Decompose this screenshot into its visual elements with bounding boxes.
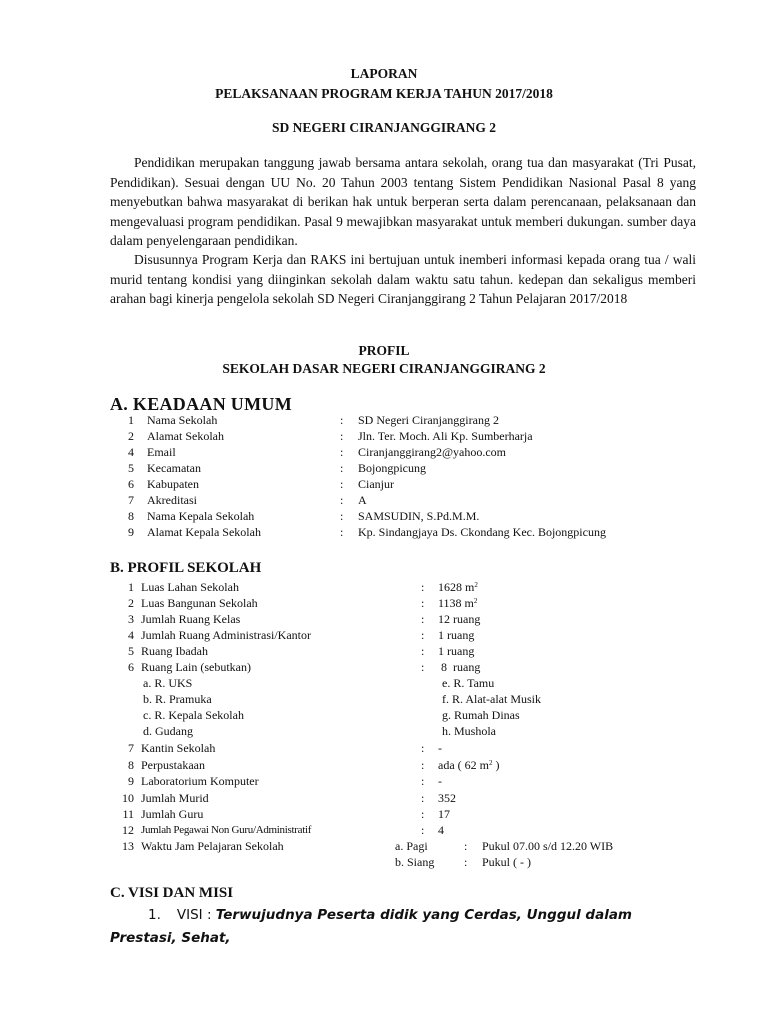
row-colon: : bbox=[421, 612, 425, 626]
row-label: Kecamatan bbox=[147, 461, 201, 475]
sub-room-right: f. R. Alat-alat Musik bbox=[442, 692, 541, 706]
row-number: 5 bbox=[128, 461, 134, 475]
row-colon: : bbox=[421, 660, 425, 674]
row-label: Jumlah Ruang Administrasi/Kantor bbox=[141, 628, 311, 642]
row-value: 1628 $m^2$ bbox=[438, 580, 478, 594]
row-colon: : bbox=[421, 823, 425, 837]
table-row bbox=[0, 508, 768, 524]
row-label: Email bbox=[147, 445, 176, 459]
row-number: 2 bbox=[128, 596, 134, 610]
row-label: Jumlah Murid bbox=[141, 791, 209, 805]
row-label: Akreditasi bbox=[147, 493, 197, 507]
row-colon: : bbox=[340, 429, 344, 443]
row-number: 8 bbox=[128, 758, 134, 772]
row-number: 9 bbox=[128, 525, 134, 539]
row-label: Ruang Lain (sebutkan) bbox=[141, 660, 251, 674]
row-label: Perpustakaan bbox=[141, 758, 205, 772]
schedule-pagi-colon: : bbox=[464, 839, 468, 853]
row-colon: : bbox=[340, 445, 344, 459]
row-value: 1138 $m^2$ bbox=[438, 596, 478, 610]
row-value: Jln. Ter. Moch. Ali Kp. Sumberharja bbox=[358, 429, 533, 443]
row-number: 1 bbox=[128, 580, 134, 594]
row-number: 11 bbox=[122, 807, 134, 821]
profil-subtitle: SEKOLAH DASAR NEGERI CIRANJANGGIRANG 2 bbox=[222, 361, 546, 376]
table-row bbox=[0, 659, 768, 675]
row-value: 352 bbox=[438, 791, 456, 805]
table-row bbox=[0, 524, 768, 540]
row-value: Kp. Sindangjaya Ds. Ckondang Kec. Bojongpicung bbox=[358, 525, 606, 539]
table-row bbox=[0, 595, 768, 611]
row-number: 7 bbox=[128, 493, 134, 507]
row-number: 8 bbox=[128, 509, 134, 523]
schedule-siang-value: Pukul ( - ) bbox=[482, 855, 531, 869]
row-value: 4 bbox=[438, 823, 444, 837]
list-item bbox=[0, 723, 768, 739]
row-value: SAMSUDIN, S.Pd.M.M. bbox=[358, 509, 480, 523]
row-label: Nama Kepala Sekolah bbox=[147, 509, 255, 523]
sub-room-left: d. Gudang bbox=[143, 724, 193, 738]
row-colon: : bbox=[340, 525, 344, 539]
row-label: Laboratorium Komputer bbox=[141, 774, 259, 788]
table-row bbox=[0, 757, 768, 773]
section-b-heading: B. PROFIL SEKOLAH bbox=[110, 560, 262, 576]
list-item bbox=[0, 675, 768, 691]
row-label: Ruang Ibadah bbox=[141, 644, 208, 658]
report-subtitle: PELAKSANAAN PROGRAM KERJA TAHUN 2017/2018 bbox=[215, 86, 553, 101]
table-row bbox=[0, 740, 768, 756]
row-colon: : bbox=[421, 791, 425, 805]
table-row bbox=[0, 790, 768, 806]
row-label: Nama Sekolah bbox=[147, 413, 218, 427]
table-row bbox=[0, 854, 768, 870]
sub-room-right: g. Rumah Dinas bbox=[442, 708, 520, 722]
table-row bbox=[0, 773, 768, 789]
row-number: 12 bbox=[122, 823, 134, 837]
row-value: 8 ruang bbox=[438, 660, 481, 674]
school-title: SD NEGERI CIRANJANGGIRANG 2 bbox=[272, 120, 496, 135]
table-row bbox=[0, 611, 768, 627]
row-colon: : bbox=[421, 758, 425, 772]
visi-label: VISI : bbox=[176, 907, 216, 923]
row-number: 5 bbox=[128, 644, 134, 658]
row-label: Kabupaten bbox=[147, 477, 199, 491]
row-number: 1 bbox=[128, 413, 134, 427]
row-number: 10 bbox=[122, 791, 134, 805]
profil-title: PROFIL bbox=[358, 343, 410, 358]
row-label: Alamat Kepala Sekolah bbox=[147, 525, 261, 539]
row-value: - bbox=[438, 741, 442, 755]
row-value: 1 ruang bbox=[438, 628, 475, 642]
table-row bbox=[0, 476, 768, 492]
row-label: Luas Lahan Sekolah bbox=[141, 580, 239, 594]
row-number: 2 bbox=[128, 429, 134, 443]
row-colon: : bbox=[421, 596, 425, 610]
row-colon: : bbox=[421, 741, 425, 755]
row-colon: : bbox=[421, 580, 425, 594]
row-label: Alamat Sekolah bbox=[147, 429, 224, 443]
row-number: 7 bbox=[128, 741, 134, 755]
row-value: Ciranjanggirang2@yahoo.com bbox=[358, 445, 507, 459]
row-colon: : bbox=[340, 413, 344, 427]
row-colon: : bbox=[421, 628, 425, 642]
row-number: 6 bbox=[128, 477, 134, 491]
row-colon: : bbox=[340, 461, 344, 475]
intro-paragraph-1: Pendidikan merupakan tanggung jawab bersama antara sekolah, orang tua dan masyarakat (Tri Pusat, Pendidikan). Sesuai dengan UU No. 20 Tahun 2003 tentang Sistem Pendidikan Nasional Pasal 8 yang menyebutkan bahwa masyarakat di berikan hak untuk berperan serta dalam perencanaan, pelaksanaan dan mengevaluasi program pendidikan. Pasal 9 mewajibkan masyarakat untuk memberi dukungan. sumber daya dalam penyelengaraan pendidikan. bbox=[110, 155, 696, 249]
row-colon: : bbox=[340, 509, 344, 523]
schedule-pagi-value: Pukul 07.00 s/d 12.20 WIB bbox=[482, 839, 614, 853]
sub-room-left: b. R. Pramuka bbox=[143, 692, 212, 706]
row-label: Luas Bangunan Sekolah bbox=[141, 596, 258, 610]
table-row bbox=[0, 627, 768, 643]
sub-room-right: h. Mushola bbox=[442, 724, 496, 738]
row-number: 4 bbox=[128, 628, 134, 642]
table-row bbox=[0, 460, 768, 476]
visi-number: 1. bbox=[148, 907, 161, 923]
row-value: 12 ruang bbox=[438, 612, 481, 626]
table-row bbox=[0, 643, 768, 659]
row-colon: : bbox=[340, 477, 344, 491]
sub-room-right: e. R. Tamu bbox=[442, 676, 495, 690]
table-row bbox=[0, 492, 768, 508]
row-value: ada ( 62 $m^2$ ) bbox=[438, 758, 500, 772]
table-row bbox=[0, 822, 768, 838]
row-number: 6 bbox=[128, 660, 134, 674]
schedule-siang-label: b. Siang bbox=[395, 855, 435, 869]
row-value: - bbox=[438, 774, 442, 788]
row-colon: : bbox=[421, 774, 425, 788]
row-number: 3 bbox=[128, 612, 134, 626]
intro-paragraph-2: Disusunnya Program Kerja dan RAKS ini bertujuan untuk inemberi informasi kepada orang tua / wali murid tentang kondisi yang diinginkan sekolah dalam waktu satu tahun. kedepan dan sekaligus memberi arahan bagi kinerja pengelola sekolah SD Negeri Ciranjanggirang 2 Tahun Pelajaran 2017/2018 bbox=[110, 252, 696, 307]
row-colon: : bbox=[340, 493, 344, 507]
row-label: Jumlah Ruang Kelas bbox=[141, 612, 241, 626]
table-row bbox=[0, 579, 768, 595]
section-c-heading: C. VISI DAN MISI bbox=[110, 885, 234, 901]
table-row bbox=[0, 428, 768, 444]
row-value: 17 bbox=[438, 807, 450, 821]
row-value: SD Negeri Ciranjanggirang 2 bbox=[358, 413, 499, 427]
row-colon: : bbox=[421, 644, 425, 658]
schedule-siang-colon: : bbox=[464, 855, 468, 869]
row-value: Bojongpicung bbox=[358, 461, 426, 475]
row-value: A bbox=[358, 493, 367, 507]
visi-paragraph bbox=[110, 904, 696, 950]
visi-text: Terwujudnya Peserta didik yang Cerdas, Unggul dalam Prestasi, Sehat, bbox=[110, 907, 633, 946]
schedule-pagi-label: a. Pagi bbox=[395, 839, 428, 853]
section-a-heading: A. KEADAAN UMUM bbox=[110, 394, 292, 414]
row-colon: : bbox=[421, 807, 425, 821]
sub-room-left: c. R. Kepala Sekolah bbox=[143, 708, 244, 722]
table-row bbox=[0, 444, 768, 460]
table-row bbox=[0, 838, 768, 854]
list-item bbox=[0, 707, 768, 723]
row-label: Jumlah Guru bbox=[141, 807, 204, 821]
table-row bbox=[0, 806, 768, 822]
row-number: 4 bbox=[128, 445, 134, 459]
row-label: Jumlah Pegawai Non Guru/Administratif bbox=[141, 824, 312, 836]
row-value: 1 ruang bbox=[438, 644, 475, 658]
list-item bbox=[0, 691, 768, 707]
row-label: Waktu Jam Pelajaran Sekolah bbox=[141, 839, 284, 853]
table-row bbox=[0, 412, 768, 428]
row-number: 13 bbox=[122, 839, 134, 853]
report-title: LAPORAN bbox=[350, 66, 418, 81]
row-label: Kantin Sekolah bbox=[141, 741, 216, 755]
row-number: 9 bbox=[128, 774, 134, 788]
row-value: Cianjur bbox=[358, 477, 394, 491]
sub-room-left: a. R. UKS bbox=[143, 676, 193, 690]
